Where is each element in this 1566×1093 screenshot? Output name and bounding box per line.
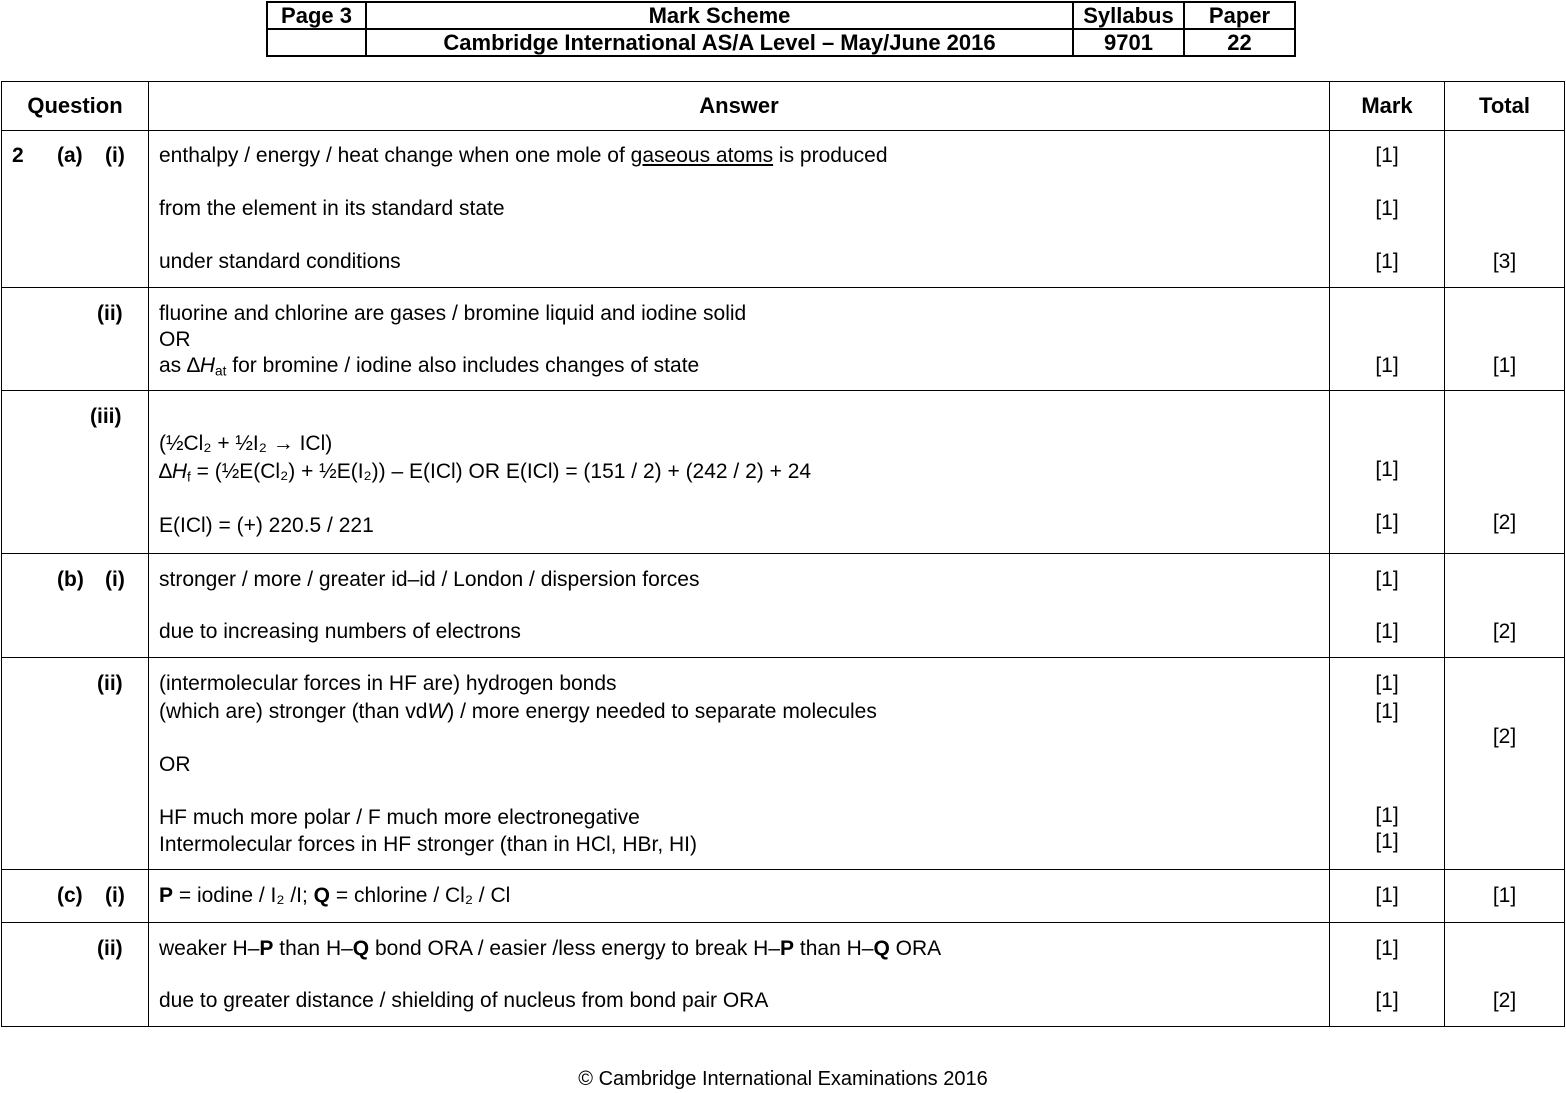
mark-value: [1] [1375,250,1399,273]
question-cell [2,391,149,554]
answer-line: from the element in its standard state [159,197,505,220]
answer-line [159,459,811,485]
answer-line: due to greater distance / shielding of nucleus from bond pair ORA [159,989,769,1012]
mark-value: [1] [1375,458,1399,481]
italic-text: W [427,700,448,723]
underlined-text: gaseous atoms [630,144,774,167]
paper-number: 22 [1184,29,1295,56]
table-row [2,288,1565,391]
mark-value: [1] [1375,197,1399,220]
answer-text: is produced [773,144,888,167]
subscript: f [187,469,191,485]
question-part: (a) [57,144,83,167]
answer-line: fluorine and chlorine are gases / bromine liquid and iodine solid [159,302,747,325]
answer-text: enthalpy / energy / heat change when one mole of [159,144,631,167]
syllabus-label: Syllabus [1073,2,1184,29]
answer-line: E(ICl) = (+) 220.5 / 221 [159,514,374,537]
bold-p: P [159,884,174,907]
answer-text: than H– [273,937,353,960]
answer-text: ORA [889,937,942,960]
total-cell [1445,658,1565,870]
answer-text: for bromine / iodine also includes changes of state [226,354,700,377]
table-row [2,870,1565,923]
mark-value: [1] [1375,804,1399,827]
total-cell [1445,131,1565,288]
mark-header: Mark [1330,82,1445,131]
total-cell [1445,554,1565,658]
answer-line [159,883,510,909]
question-header: Question [2,82,149,131]
total-header: Total [1445,82,1565,131]
table-row [2,554,1565,658]
mark-value: [1] [1375,830,1399,853]
answer-text: bond ORA / easier /less energy to break H– [369,937,781,960]
answer-text: = iodine / I₂ /I; [173,884,314,907]
answer-cell [149,131,1330,288]
question-subpart: (i) [105,568,125,591]
question-cell [2,131,149,288]
answer-cell [149,870,1330,923]
question-number: 2 [12,144,24,167]
total-value: [3] [1492,250,1517,273]
bold-q: Q [313,884,331,907]
answer-cell [149,288,1330,391]
subscript: at [215,363,227,379]
mark-cell [1330,870,1445,923]
total-cell [1445,870,1565,923]
question-subpart: (iii) [90,405,122,428]
mark-value: [1] [1375,144,1399,167]
question-part: (c) [57,884,83,907]
answer-cell [149,923,1330,1027]
table-row [2,131,1565,288]
answer-text: = chlorine / Cl₂ / Cl [330,884,511,907]
answer-line: under standard conditions [159,250,401,273]
question-cell [2,870,149,923]
question-cell [2,288,149,391]
answer-line [159,353,699,379]
delta-symbol: ∆ [187,354,200,377]
answer-cell [149,554,1330,658]
mark-cell [1330,554,1445,658]
answer-text: = (½E(Cl₂) + ½E(I₂)) – E(ICl) OR E(ICl) = (151 / 2) + (242 / 2) + 24 [190,460,812,483]
enthalpy-symbol: H [199,354,216,377]
bold-p: P [780,937,795,960]
table-row [2,923,1565,1027]
mark-cell [1330,391,1445,554]
total-value: [2] [1492,511,1517,534]
mark-cell [1330,131,1445,288]
question-subpart: (i) [105,884,125,907]
paper-label: Paper [1184,2,1295,29]
bold-p: P [259,937,274,960]
answer-header: Answer [149,82,1330,131]
question-cell [2,658,149,870]
delta-symbol: ∆ [159,460,172,483]
total-value: [2] [1492,620,1517,643]
answer-line: stronger / more / greater id–id / London / dispersion forces [159,568,700,591]
table-row [2,391,1565,554]
answer-line [159,936,941,962]
header-subtitle: Cambridge International AS/A Level – May/June 2016 [366,29,1073,56]
answer-text: as [159,354,188,377]
answer-line [159,143,888,169]
answer-line: due to increasing numbers of electrons [159,620,521,643]
question-subpart: (ii) [97,672,123,695]
total-cell [1445,288,1565,391]
total-value: [1] [1492,354,1517,377]
mark-value: [1] [1375,568,1399,591]
header-title: Mark Scheme [366,2,1073,29]
mark-value: [1] [1375,672,1399,695]
header-table [266,1,1296,57]
total-value: [1] [1492,884,1517,907]
mark-scheme-table [1,81,1565,1027]
mark-cell [1330,288,1445,391]
copyright-footer: © Cambridge International Examinations 2016 [578,1068,988,1090]
answer-line: Intermolecular forces in HF stronger (than in HCl, HBr, HI) [159,833,698,856]
answer-line: (intermolecular forces in HF are) hydrogen bonds [159,672,617,695]
question-cell [2,923,149,1027]
mark-value: [1] [1375,620,1399,643]
mark-value: [1] [1375,989,1399,1012]
answer-line: OR [159,328,191,351]
answer-line: HF much more polar / F much more electronegative [159,806,640,829]
total-value: [2] [1492,989,1517,1012]
mark-value: [1] [1375,700,1399,723]
enthalpy-symbol: H [171,460,188,483]
answer-text: weaker H– [159,937,260,960]
question-part: (b) [57,568,84,591]
mark-value: [1] [1375,511,1399,534]
total-cell [1445,923,1565,1027]
answer-text: (which are) stronger (than vd [159,700,428,723]
answer-line: OR [159,753,191,776]
mark-value: [1] [1375,354,1399,377]
question-subpart: (ii) [97,937,123,960]
answer-cell [149,658,1330,870]
answer-cell [149,391,1330,554]
question-subpart: (i) [105,144,125,167]
equation: (½Cl₂ + ½I₂ → ICl) [159,432,333,455]
mark-cell [1330,658,1445,870]
total-value: [2] [1492,725,1517,748]
answer-line [159,699,877,725]
answer-text: than H– [794,937,874,960]
table-row [2,658,1565,870]
mark-value: [1] [1375,937,1399,960]
mark-value: [1] [1375,884,1399,907]
question-cell [2,554,149,658]
question-subpart: (ii) [97,302,123,325]
answer-text: ) / more energy needed to separate molecules [447,700,877,723]
bold-q: Q [873,937,890,960]
bold-q: Q [352,937,370,960]
syllabus-code: 9701 [1073,29,1184,56]
mark-cell [1330,923,1445,1027]
page-blank [267,29,366,56]
total-cell [1445,391,1565,554]
page-label: Page 3 [267,2,366,29]
